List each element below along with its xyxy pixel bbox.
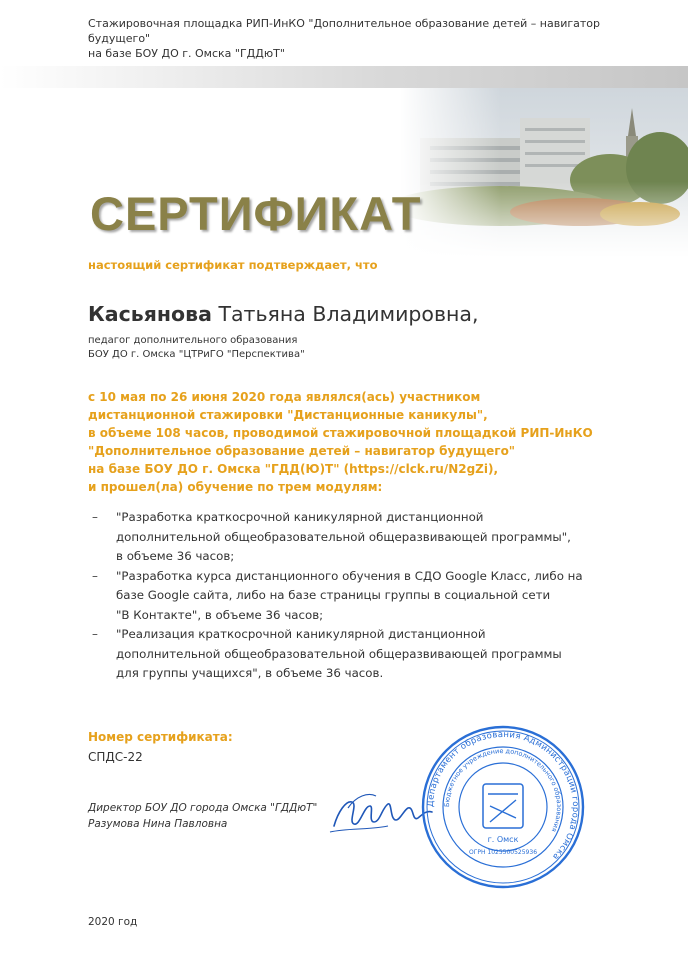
main-text [88,388,593,496]
dash-bullet: – [92,510,98,524]
module-line: "В Контакте", в объеме 36 часов; [116,607,324,622]
certificate-number-label: Номер сертификата: [88,730,233,744]
recipient-given-names: Татьяна Владимировна, [218,302,479,326]
module-line: дополнительной общеобразовательной общеразвивающей программы [116,646,562,661]
main-text-line: и прошел(ла) обучение по трем модулям: [88,480,383,494]
stamp-city: г. Омск [487,835,519,844]
header-line-1: Стажировочная площадка РИП-ИнКО "Дополнительное образование детей – навигатор будущего" [88,17,600,45]
certificate-title: СЕРТИФИКАТ [90,187,422,240]
module-item [92,625,652,684]
certificate-number: СПДС-22 [88,750,143,764]
building-photo [400,88,688,258]
main-text-line: в объеме 108 часов, проводимой стажировочной площадкой РИП-ИнКО [88,426,593,440]
stamp-ogrn: ОГРН 1025500525936 [468,849,538,856]
recipient-surname: Касьянова [88,302,212,326]
module-line: "Разработка краткосрочной каникулярной дистанционной [116,510,484,524]
module-line: для группы учащихся", в объеме 36 часов. [116,666,384,680]
stamp-emblem-icon [483,784,523,828]
stamp-outer-text: Департамент образования Администрации города Омска [425,729,581,862]
recipient-details [88,334,305,362]
director-block [88,800,317,832]
recipient-organization: БОУ ДО г. Омска "ЦТРиГО "Перспектива" [88,349,305,360]
official-stamp [418,722,588,892]
confirm-text: настоящий сертификат подтверждает, что [88,258,378,272]
main-text-line: с 10 мая по 26 июня 2020 года являлся(ась) участником [88,390,481,404]
director-title: Директор БОУ ДО города Омска "ГДДюТ" [88,802,318,814]
stamp-inner-text: Бюджетное учреждение дополнительного образования [442,746,564,834]
module-line: дополнительной общеобразовательной общеразвивающей программы", [116,529,571,544]
main-text-line: на базе БОУ ДО г. Омска "ГДД(Ю)Т" (https://clck.ru/N2gZi), [88,462,499,476]
module-line: в объеме 36 часов; [116,549,235,563]
module-item [92,567,652,626]
dash-bullet: – [92,627,98,641]
main-text-line: дистанционной стажировки "Дистанционные каникулы", [88,408,488,422]
recipient-name [88,302,479,326]
header [88,16,648,61]
module-line: "Разработка курса дистанционного обучения в СДО Google Класс, либо на [116,568,583,583]
module-item [92,508,652,567]
module-list [92,508,652,684]
dash-bullet: – [92,568,98,583]
header-band [0,66,688,88]
module-line: базе Google сайта, либо на базе страницы группы в социальной сети [116,588,551,602]
recipient-position: педагог дополнительного образования [88,335,298,346]
main-text-line: "Дополнительное образование детей – навигатор будущего" [88,444,516,458]
header-line-2: на базе БОУ ДО г. Омска "ГДДюТ" [88,47,285,60]
module-line: "Реализация краткосрочной каникулярной дистанционной [116,627,486,641]
director-name: Разумова Нина Павловна [88,818,228,830]
certificate-year: 2020 год [88,916,138,928]
